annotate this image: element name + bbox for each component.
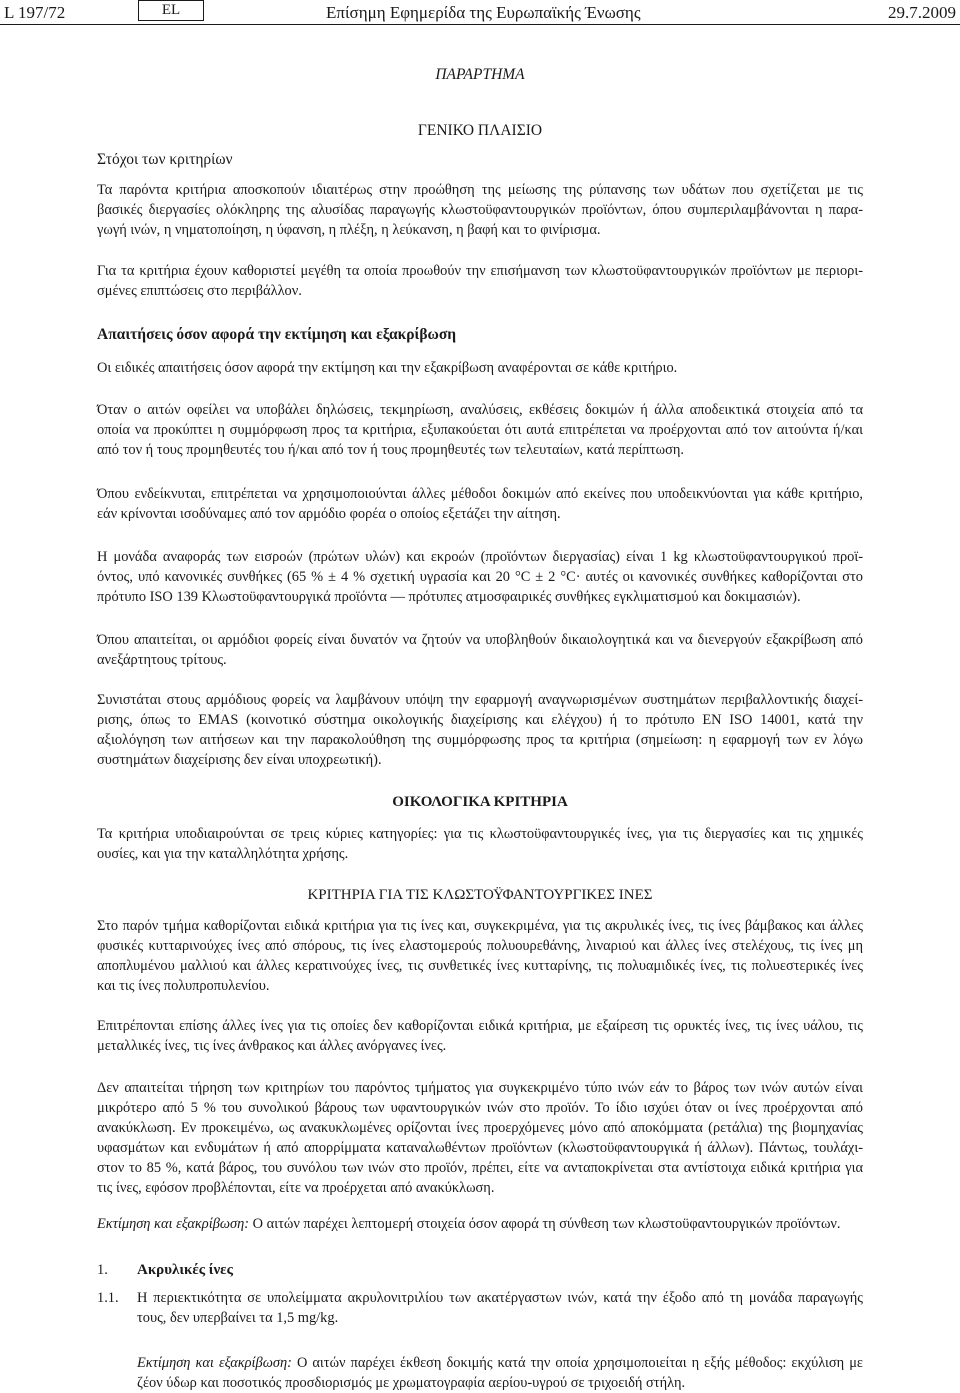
assessment-text: Ο αιτών παρέχει έκθεση δοκιμής κατά την οποία χρησιμοποιείται η εξής μέθοδος: εκχύλιση με <box>296 1355 863 1371</box>
assessment-text: Ο αιτών παρέχει λεπτομερή στοιχεία όσον αφορά τη σύνθεση των κλωστοϋφαντουργικών προϊόντων. <box>252 1216 841 1232</box>
section-number: 1. <box>97 1262 108 1278</box>
text-line: εάν κρίνονται ισοδύναμες από τον αρμόδιο φορέα ο οποίος εξετάζει την αίτηση. <box>97 506 561 522</box>
text-line: Επιτρέπονται επίσης άλλες ίνες για τις οποίες δεν καθορίζονται ειδικά κριτήρια, με εξαίρεση τις ορυκτές ίνες, τις ίνες υάλου, τις <box>97 1018 863 1034</box>
ecological-criteria-title: ΟΙΚΟΛΟΓΙΚΑ ΚΡΙΤΗΡΙΑ <box>392 794 568 810</box>
text-line <box>97 1214 863 1234</box>
text-line: οποία να προκύπτει η συμμόρφωση προς τα κριτήρια, εξυπακούεται ότι αυτά επιτρέπεται να προέρχονται από τον αιτούντα ή/και <box>97 422 863 438</box>
text-line: Όπου ενδείκνυται, επιτρέπεται να χρησιμοποιούνται άλλες μέθοδοι δοκιμών από εκείνες που υποδεικνύονται για κάθε κριτήριο, <box>97 486 863 502</box>
fibre-criteria-title: ΚΡΙΤΗΡΙΑ ΓΙΑ ΤΙΣ ΚΛΩΣΤΟΫΦΑΝΤΟΥΡΓΙΚΕΣ ΙΝΕΣ <box>307 887 653 903</box>
text-line: ανακύκλωση. Εν προκειμένω, ως ανακυκλωμένες ορίζονται ίνες προερχόμενες μόνο από αποκόμματα (ρετάλια) της βιομηχανίας <box>97 1120 863 1136</box>
paragraph-specific-requirements <box>97 358 863 378</box>
paragraph-reference-unit <box>97 547 863 607</box>
page-reference: L 197/72 <box>4 3 66 22</box>
paragraph-categories <box>97 824 863 864</box>
paragraph-recycled-fibres <box>97 1078 863 1198</box>
text-line: στον το 85 %, κατά βάρος, του συνόλου των ινών στο προϊόν, πρέπει, είτε να ανταποκρίνεται στα αντίστοιχα ειδικά κριτήρια για <box>97 1160 863 1176</box>
text-line: τις ίνες, εφόσον προβλέπονται, είτε να προέρχεται από ανακύκλωση. <box>97 1180 495 1196</box>
text-line: Συνιστάται στους αρμόδιους φορείς να λαμβάνουν υπόψη την εφαρμογή αναγνωρισμένων συστημάτων περιβαλλοντικής διαχεί- <box>97 692 863 708</box>
text-line: Όταν ο αιτών οφείλει να υποβάλει δηλώσεις, τεκμηρίωση, αναλύσεις, εκθέσεις δοκιμών ή άλλα αποδεικτικά στοιχεία από τα <box>97 402 863 418</box>
assessment-label: Εκτίμηση και εξακρίβωση: <box>137 1355 292 1371</box>
text-line: φυσικές κυτταρινούχες ίνες από σπόρους, τις ίνες ελαστομερούς πολυουρεθάνης, λιναριού και άλλες ίνες στελέχους, τις ίνες μη <box>97 938 863 954</box>
assessment-composition <box>97 1214 863 1234</box>
text-line: ρισης, όπως το EMAS (κοινοτικό σύστημα οικολογικής διαχείρισης και ελέγχου) ή το πρότυπο EN ISO 14001, κατά την <box>97 712 863 728</box>
paragraph-emas <box>97 690 863 770</box>
language-box: EL <box>138 0 204 21</box>
assessment-label: Εκτίμηση και εξακρίβωση: <box>97 1216 250 1232</box>
text-line: αξιολόγηση των αιτήσεων και την παρακολούθηση της συμμόρφωσης προς τα κριτήρια (σημείωση: η εφαρμογή των εν λόγω <box>97 732 863 748</box>
paragraph-objectives <box>97 180 863 240</box>
text-line: ζέον ύδωρ και ποσοτικός προσδιορισμός με χρωματογραφία αερίου-υγρού σε τριχοειδή στήλη. <box>137 1375 686 1391</box>
text-line: Όπου απαιτείται, οι αρμόδιοι φορείς είναι δυνατόν να ζητούν να υποβληθούν δικαιολογητικά και να διενεργούν εξακρίβωση από <box>97 632 863 648</box>
page-header <box>0 0 960 24</box>
text-line: μικρότερο από 5 % του συνολικού βάρους των υφαντουργικών ινών στο προϊόν. Το ίδιο ισχύει όταν οι ίνες προέρχονται από <box>97 1100 863 1116</box>
paragraph-acrylonitrile <box>137 1288 863 1328</box>
paragraph-test-methods <box>97 484 863 524</box>
text-line: μεταλλικές ίνες, τις ίνες άνθρακος και άλλες ανόργανες ίνες. <box>97 1038 447 1054</box>
text-line: όντος, υπό κανονικές συνθήκες (65 % ± 4 % σχετική υγρασία και 20 °C ± 2 °C· αυτές οι κανονικές συνθήκες καθορίζονται στο <box>97 569 863 585</box>
text-line: Τα παρόντα κριτήρια αποσκοπούν ιδιαιτέρως στην προώθηση της μείωσης της ρύπανσης των υδάτων που σχετίζεται με τις <box>97 182 863 198</box>
text-line: σμένες επιπτώσεις στο περιβάλλον. <box>97 283 302 299</box>
publication-date: 29.7.2009 <box>888 3 956 22</box>
journal-title: Επίσημη Εφημερίδα της Ευρωπαϊκής Ένωσης <box>326 3 641 22</box>
text-line: Για τα κριτήρια έχουν καθοριστεί μεγέθη τα οποία προωθούν την επισήμανση των κλωστοϋφαντουργικών προϊόντων με περιορι- <box>97 263 863 279</box>
text-line <box>137 1353 863 1373</box>
general-framework-title: ΓΕΝΙΚΟ ΠΛΑΙΣΙΟ <box>417 122 543 139</box>
text-line: βασικές διεργασίες ολόκληρης της αλυσίδας παραγωγής κλωστοϋφαντουργικών προϊόντων, όπου συμπεριλαμβάνονται η παρα- <box>97 202 863 218</box>
text-line: Τα κριτήρια υποδιαιρούνται σε τρεις κύριες κατηγορίες: για τις κλωστοϋφαντουργικές ίνες, για τις διεργασίες και τις χημικές <box>97 826 863 842</box>
paragraph-other-fibres <box>97 1016 863 1056</box>
text-line: και τις ίνες πολυπροπυλενίου. <box>97 978 270 994</box>
paragraph-declarations <box>97 400 863 460</box>
paragraph-third-party <box>97 630 863 670</box>
paragraph-limits <box>97 261 863 301</box>
section-title: Ακρυλικές ίνες <box>137 1262 233 1278</box>
text-line: συστημάτων διαχείρισης δεν είναι υποχρεωτική). <box>97 752 382 768</box>
text-line: Στο παρόν τμήμα καθορίζονται ειδικά κριτήρια για τις ίνες και, συγκεκριμένα, για τις ακρυλικές ίνες, τις ίνες βάμβακος και άλλες <box>97 918 863 934</box>
text-line: τους, δεν υπερβαίνει τα 1,5 mg/kg. <box>137 1310 339 1326</box>
text-line: γωγή ινών, η νηματοποίηση, η ύφανση, η πλέξη, η λεύκανση, η βαφή και το φινίρισμα. <box>97 222 601 238</box>
text-line: Δεν απαιτείται τήρηση των κριτηρίων του παρόντος τμήματος για συγκεκριμένο τύπο ινών εάν το βάρος των ινών αυτών είναι <box>97 1080 863 1096</box>
text-line: ανεξάρτητους τρίτους. <box>97 652 227 668</box>
paragraph-fibre-types <box>97 916 863 996</box>
subsection-number: 1.1. <box>97 1290 119 1306</box>
text-line: πρότυπο ISO 139 Κλωστοϋφαντουργικά προϊόντα — πρότυπες ατμοσφαιρικές συνθήκες εγκλιματισμού και δοκιμασιών). <box>97 589 801 605</box>
text-line: ουσίες, και για την καταλληλότητα χρήσης. <box>97 846 349 862</box>
requirements-heading: Απαιτήσεις όσον αφορά την εκτίμηση και εξακρίβωση <box>97 326 457 343</box>
text-line: αποπλυμένου μαλλιού και άλλες κερατινούχες ίνες, τις συνθετικές ίνες κυτταρίνης, τις πολυαμιδικές ίνες, τις πολυεστερικές ίνες <box>97 958 863 974</box>
text-line: Η περιεκτικότητα σε υπολείμματα ακρυλονιτριλίου των ακατέργαστων ινών, κατά την έξοδο από τη μονάδα παραγωγής <box>137 1290 863 1306</box>
annex-title: ΠΑΡΑΡΤΗΜΑ <box>435 66 525 83</box>
text-line: Η μονάδα αναφοράς των εισροών (πρώτων υλών) και εκροών (προϊόντων διεργασίας) είναι 1 kg κλωστοϋφαντουργικού προϊ- <box>97 549 863 565</box>
objectives-heading: Στόχοι των κριτηρίων <box>97 151 233 168</box>
text-line: Οι ειδικές απαιτήσεις όσον αφορά την εκτίμηση και την εξακρίβωση αναφέρονται σε κάθε κριτήριο. <box>97 360 678 376</box>
text-line: από τον ή τους προμηθευτές του ή/και από τον ή τους προμηθευτές των τελευταίων, κατά περίπτωση. <box>97 442 684 458</box>
assessment-acrylonitrile <box>137 1353 863 1393</box>
text-line: υφασμάτων και ενδυμάτων ή από απορρίμματα καταναλωθέντων προϊόντων (κλωστοϋφαντουργικά ή άλλων). Πάντως, τουλάχι- <box>97 1140 863 1156</box>
header-rule <box>0 24 960 25</box>
